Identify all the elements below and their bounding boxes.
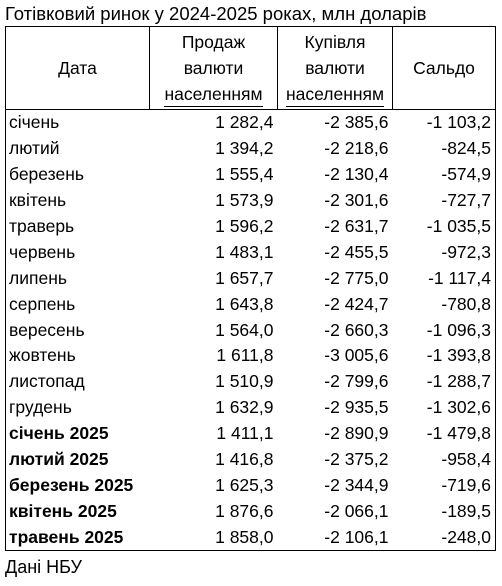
purchases-cell: -2 066,1 xyxy=(324,500,389,521)
balance-cell: -824,5 xyxy=(393,136,496,162)
sales-cell: 1 611,8 xyxy=(216,345,274,366)
purchases-cell: -2 301,6 xyxy=(324,190,389,211)
month-cell: грудень xyxy=(6,395,150,421)
table-row xyxy=(6,239,496,265)
balance-cell: -1 288,7 xyxy=(393,369,496,395)
sales-cell: 1 282,4 xyxy=(215,112,274,133)
table-row xyxy=(6,188,496,214)
sales-cell: 1 632,9 xyxy=(215,397,274,418)
sales-cell: 1 411,1 xyxy=(216,423,274,444)
month-cell: листопад xyxy=(6,369,150,395)
table-row xyxy=(6,162,496,188)
purchases-cell: -2 799,6 xyxy=(324,371,389,392)
sales-cell: 1 416,8 xyxy=(215,449,274,470)
month-cell: березень 2025 xyxy=(6,472,150,498)
month-cell: вересень xyxy=(6,317,150,343)
balance-cell: -1 035,5 xyxy=(393,214,496,240)
sales-cell: 1 657,7 xyxy=(215,267,274,288)
source-note: Дані НБУ xyxy=(5,557,82,577)
balance-cell: -958,4 xyxy=(393,447,496,473)
table-row xyxy=(6,395,496,421)
balance-cell: -727,7 xyxy=(393,188,496,214)
balance-cell: -1 096,3 xyxy=(393,317,496,343)
table-row xyxy=(6,291,496,317)
table-row xyxy=(6,317,496,343)
month-cell: січень xyxy=(6,110,150,136)
month-cell: липень xyxy=(6,265,150,291)
purchases-cell: -2 130,4 xyxy=(324,164,389,185)
month-cell: траверь xyxy=(6,214,150,240)
header-date: Дата xyxy=(6,27,150,110)
purchases-cell: -2 385,6 xyxy=(324,112,389,133)
balance-cell: -574,9 xyxy=(393,162,496,188)
table-row xyxy=(6,524,496,550)
purchases-cell: -2 106,1 xyxy=(278,524,393,550)
sales-cell: 1 394,2 xyxy=(215,138,274,159)
purchases-cell: -3 005,6 xyxy=(324,345,389,366)
sales-cell: 1 483,1 xyxy=(215,241,274,262)
sales-cell: 1 510,9 xyxy=(215,371,274,392)
balance-cell: -248,0 xyxy=(393,524,496,550)
table-row xyxy=(6,421,496,447)
purchases-cell: -2 775,0 xyxy=(324,267,389,288)
purchases-cell: -2 890,9 xyxy=(324,423,389,444)
sales-cell: 1 596,2 xyxy=(215,216,274,236)
sales-cell: 1 625,3 xyxy=(215,474,274,495)
table-row xyxy=(6,214,496,240)
month-cell: серпень xyxy=(6,291,150,317)
balance-cell: -1 117,4 xyxy=(393,265,496,291)
purchases-cell: -2 660,3 xyxy=(324,319,389,340)
month-cell: лютий xyxy=(6,136,150,162)
table-row xyxy=(6,136,496,162)
month-cell: травень 2025 xyxy=(6,524,150,550)
table-header-row xyxy=(6,27,496,110)
balance-cell: -1 103,2 xyxy=(393,110,496,136)
purchases-cell: -2 218,6 xyxy=(324,138,389,159)
balance-cell: -719,6 xyxy=(393,472,496,498)
page-title: Готівковий ринок у 2024-2025 роках, млн доларів xyxy=(5,3,427,24)
sales-cell: 1 573,9 xyxy=(215,190,274,211)
purchases-cell: -2 424,7 xyxy=(324,293,389,314)
header-purchases: Купівля валюти населенням xyxy=(278,27,393,110)
header-balance: Сальдо xyxy=(393,27,496,110)
month-cell: березень xyxy=(6,162,150,188)
purchases-cell: -2 935,5 xyxy=(324,397,389,418)
table-row xyxy=(6,447,496,473)
sales-cell: 1 643,8 xyxy=(215,293,274,314)
balance-cell: -780,8 xyxy=(393,291,496,317)
table-row xyxy=(6,265,496,291)
month-cell: січень 2025 xyxy=(6,421,150,447)
header-sales: Продаж валюти населенням xyxy=(150,27,278,110)
month-cell: лютий 2025 xyxy=(6,447,150,473)
cash-market-table xyxy=(5,26,496,551)
month-cell: квітень 2025 xyxy=(6,498,150,524)
purchases-cell: -2 375,2 xyxy=(324,449,389,470)
table-row xyxy=(6,343,496,369)
sales-cell: 1 555,4 xyxy=(215,164,274,185)
sales-cell: 1 564,0 xyxy=(215,319,274,340)
balance-cell: -1 479,8 xyxy=(393,421,496,447)
purchases-cell: -2 344,9 xyxy=(324,474,389,495)
table-row xyxy=(6,472,496,498)
month-cell: жовтень xyxy=(6,343,150,369)
table-row xyxy=(6,498,496,524)
purchases-cell: -2 455,5 xyxy=(324,241,389,262)
balance-cell: -1 393,8 xyxy=(393,343,496,369)
balance-cell: -189,5 xyxy=(393,498,496,524)
table-row xyxy=(6,110,496,136)
balance-cell: -972,3 xyxy=(393,239,496,265)
balance-cell: -1 302,6 xyxy=(393,395,496,421)
month-cell: квітень xyxy=(6,188,150,214)
month-cell: червень xyxy=(6,239,150,265)
purchases-cell: -2 631,7 xyxy=(324,216,389,236)
sales-cell: 1 876,6 xyxy=(215,500,274,521)
sales-cell: 1 858,0 xyxy=(150,524,278,550)
table-row xyxy=(6,369,496,395)
